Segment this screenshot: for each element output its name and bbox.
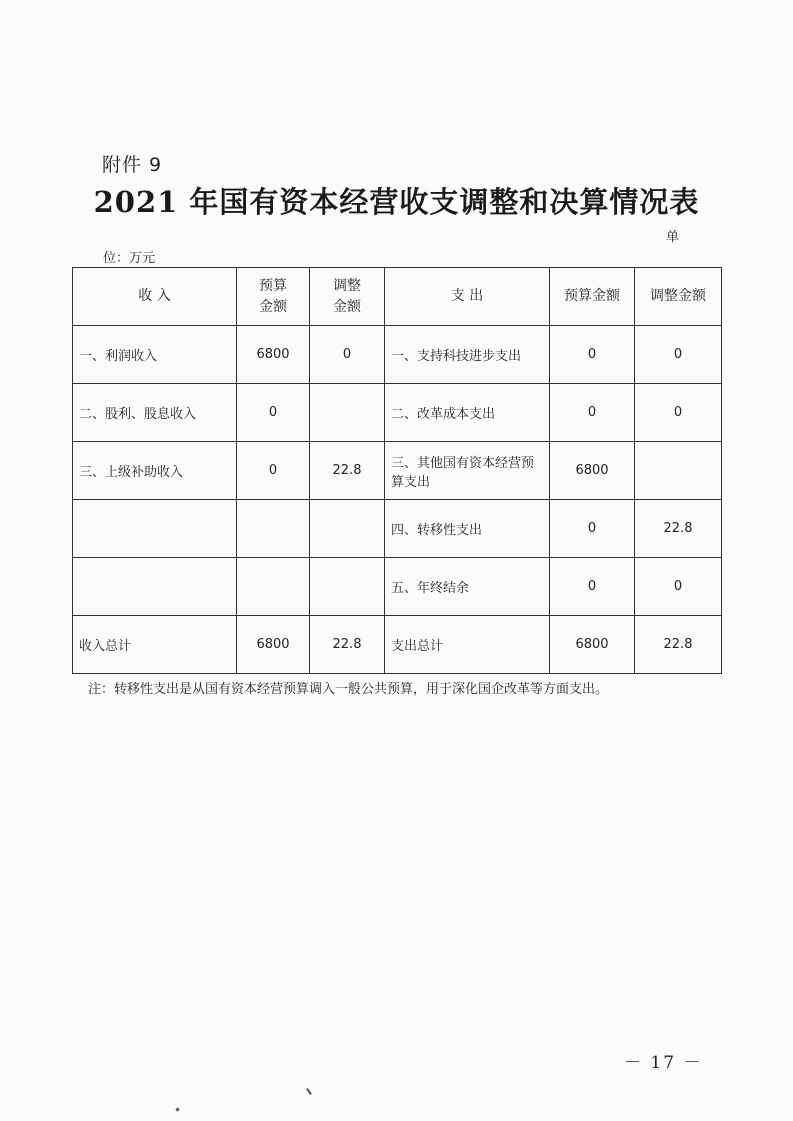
expense-item: 一、支持科技进步支出	[385, 326, 550, 384]
expense-budget: 0	[550, 326, 635, 384]
expense-budget: 0	[550, 558, 635, 616]
expense-adjust: 0	[635, 326, 722, 384]
expense-item: 二、改革成本支出	[385, 384, 550, 442]
table-row	[73, 442, 722, 500]
income-adjust	[310, 500, 385, 558]
income-total-adjust: 22.8	[310, 616, 385, 674]
income-budget	[237, 558, 310, 616]
income-budget	[237, 500, 310, 558]
scan-speck	[175, 1107, 179, 1111]
expense-budget: 0	[550, 500, 635, 558]
header-income-budget: 预算 金额	[237, 268, 310, 326]
page-number: － 17 －	[624, 1053, 703, 1073]
expense-item: 五、年终结余	[385, 558, 550, 616]
table-row	[73, 500, 722, 558]
income-item: 一、利润收入	[73, 326, 237, 384]
income-item	[73, 500, 237, 558]
income-adjust	[310, 558, 385, 616]
expense-adjust: 0	[635, 384, 722, 442]
table-total-row	[73, 616, 722, 674]
header-income: 收 入	[73, 268, 237, 326]
expense-adjust: 22.8	[635, 500, 722, 558]
expense-adjust: 0	[635, 558, 722, 616]
expense-item: 三、其他国有资本经营预算支出	[385, 442, 550, 500]
expense-total-adjust: 22.8	[635, 616, 722, 674]
page-title: 2021 年国有资本经营收支调整和决算情况表	[93, 185, 700, 219]
expense-item: 四、转移性支出	[385, 500, 550, 558]
header-expense: 支 出	[385, 268, 550, 326]
income-item	[73, 558, 237, 616]
income-budget: 6800	[237, 326, 310, 384]
budget-table	[72, 267, 722, 674]
expense-total-budget: 6800	[550, 616, 635, 674]
income-budget: 0	[237, 442, 310, 500]
expense-total-label: 支出总计	[385, 616, 550, 674]
income-adjust: 0	[310, 326, 385, 384]
expense-budget: 0	[550, 384, 635, 442]
income-item: 三、上级补助收入	[73, 442, 237, 500]
income-adjust	[310, 384, 385, 442]
header-expense-adjust: 调整金额	[635, 268, 722, 326]
header-expense-budget: 预算金额	[550, 268, 635, 326]
expense-adjust	[635, 442, 722, 500]
income-total-budget: 6800	[237, 616, 310, 674]
scan-speck	[306, 1088, 312, 1095]
unit-label-part1: 单	[666, 230, 680, 245]
header-income-adjust: 调整 金额	[310, 268, 385, 326]
table-header-row	[73, 268, 722, 326]
attachment-label: 附件 9	[102, 154, 163, 176]
footnote: 注：转移性支出是从国有资本经营预算调入一般公共预算，用于深化国企改革等方面支出。	[88, 682, 609, 697]
table-row	[73, 558, 722, 616]
table-row	[73, 384, 722, 442]
income-budget: 0	[237, 384, 310, 442]
income-adjust: 22.8	[310, 442, 385, 500]
income-item: 二、股利、股息收入	[73, 384, 237, 442]
unit-label-part2: 位：万元	[103, 251, 156, 266]
income-total-label: 收入总计	[73, 616, 237, 674]
expense-budget: 6800	[550, 442, 635, 500]
table-row	[73, 326, 722, 384]
